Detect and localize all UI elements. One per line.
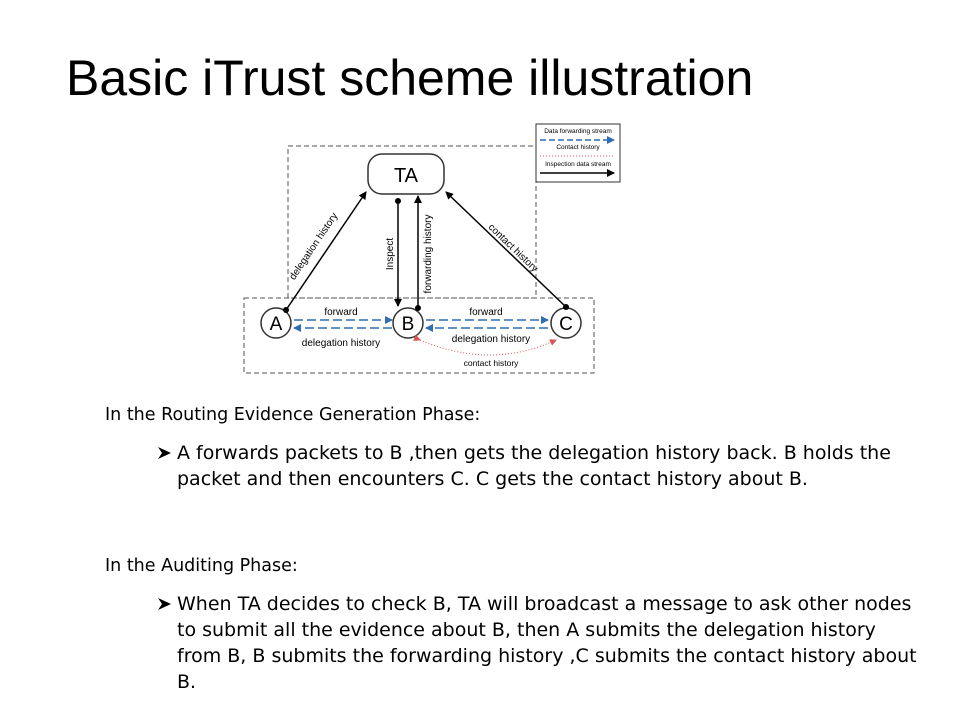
phase-2-bullet-text: When TA decides to check B, TA will broadcast a message to ask other nodes to submit all the evidence about B, then A submits the delegation history from B, B submits the forwarding history ,C submits the contact history about B. <box>177 593 917 693</box>
edge-inspect-label: Inspect <box>385 237 396 271</box>
forward-ab-label: forward <box>324 307 358 318</box>
phase-2-heading: In the Auditing Phase: <box>105 556 298 576</box>
delegation-ba-label: delegation history <box>301 338 381 349</box>
edge-c-ta-label: contact history <box>485 221 540 275</box>
edge-c-ta-contact <box>446 192 566 307</box>
delegation-cb-label: delegation history <box>451 334 531 345</box>
legend-contact-history-label: Contact history <box>556 144 600 151</box>
legend <box>536 124 620 182</box>
itrust-diagram <box>236 120 626 380</box>
phase-1-heading: In the Routing Evidence Generation Phase: <box>105 405 481 425</box>
ta-node-label: TA <box>393 165 419 187</box>
phase-1-bullet-text: A forwards packets to B ,then gets the delegation history back. B holds the packet and then encounters C. C gets the contact history about B. <box>177 442 891 490</box>
node-a-label: A <box>269 314 283 335</box>
edge-forwarding-history-label: forwarding history <box>423 214 434 294</box>
phase-2-bullet <box>157 591 917 695</box>
legend-data-forwarding-label: Data forwarding stream <box>544 128 612 135</box>
contact-bc-label: contact history <box>463 358 519 368</box>
slide-title: Basic iTrust scheme illustration <box>66 50 754 106</box>
node-b-label: B <box>401 314 415 335</box>
node-c-label: C <box>559 314 573 335</box>
phase-1-bullet <box>157 440 917 492</box>
arrow-bullet-icon <box>157 593 173 615</box>
legend-inspection-label: Inspection data stream <box>545 161 611 168</box>
edge-a-ta-label: delegation history <box>287 211 341 283</box>
forward-bc-label: forward <box>469 307 503 318</box>
arrow-bullet-icon <box>157 442 173 464</box>
edge-a-ta-delegation <box>286 192 366 310</box>
